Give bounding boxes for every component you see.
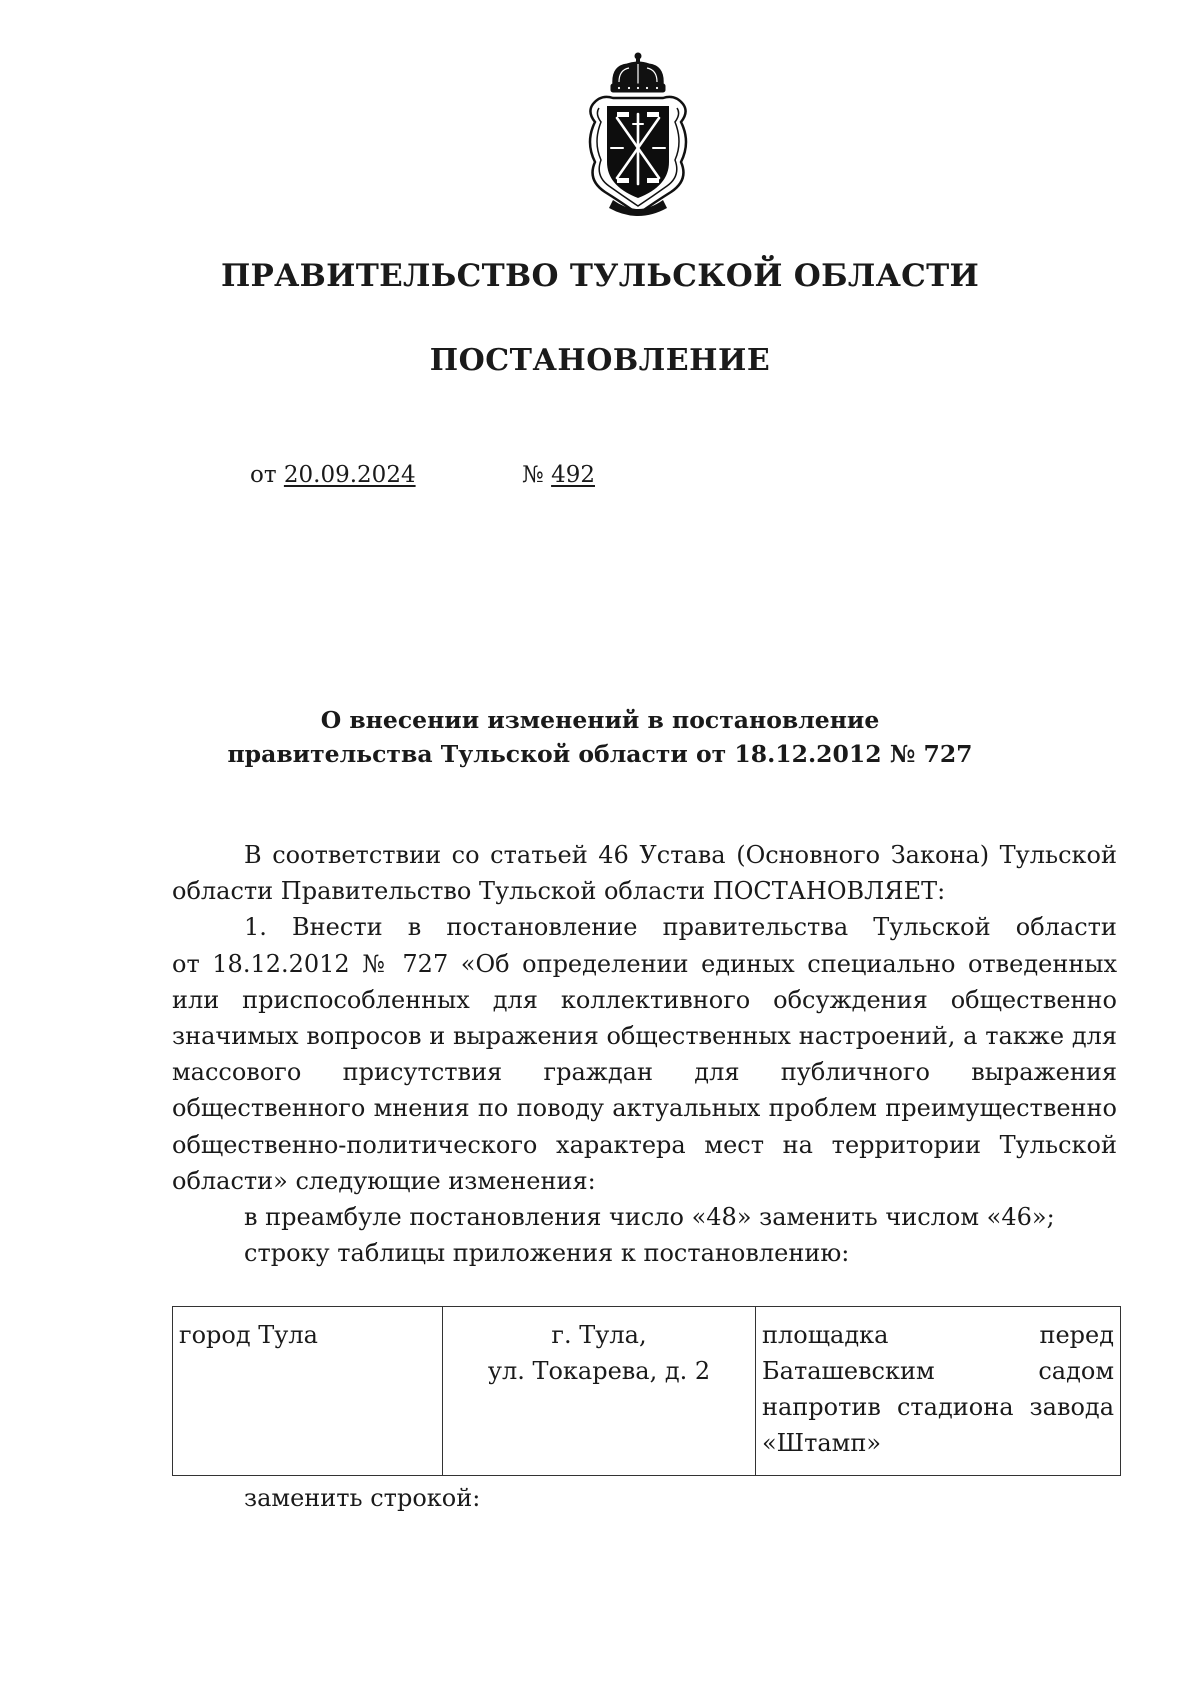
places-table	[172, 1306, 1121, 1476]
document-body	[172, 837, 1117, 1271]
municipality-cell: город Тула	[173, 1307, 443, 1476]
item-1-word: правительства	[662, 913, 849, 942]
date-value: 20.09.2024	[283, 462, 416, 488]
tula-coat-of-arms-icon	[583, 52, 693, 220]
item-1-word: области	[1015, 913, 1117, 942]
item-1-word: постановление	[446, 913, 638, 942]
address-cell	[443, 1307, 756, 1476]
address-line-1: г. Тула,	[551, 1321, 647, 1349]
change-2-paragraph: строку таблицы приложения к постановлению:	[244, 1239, 850, 1268]
preamble-paragraph: В соответствии со статьей 46 Устава (Основного Закона) Тульской области Правительство Тульской области ПОСТАНОВЛЯЕТ:	[172, 841, 1117, 906]
item-1-paragraph: от 18.12.2012 № 727 «Об определении единых специально отведенных или приспособленных для коллективного обсуждения общественно значимых вопросов и выражения общественных настроений, а также для массового присутствия граждан для публичного выражения общественного мнения по поводу актуальных проблем преимущественно общественно-политического характера мест на территории Тульской области» следующие изменения:	[172, 949, 1117, 1195]
change-1-paragraph: в преамбуле постановления число «48» заменить числом «46»;	[244, 1203, 1055, 1232]
address-line-2: ул. Токарева, д. 2	[487, 1357, 711, 1385]
number-prefix: №	[522, 462, 544, 488]
date-prefix: от	[250, 462, 277, 488]
organization-title: ПРАВИТЕЛЬСТВО ТУЛЬСКОЙ ОБЛАСТИ	[220, 258, 980, 294]
item-1-word: Внести	[292, 913, 383, 942]
document-subject	[0, 703, 1200, 771]
replace-label: заменить строкой:	[244, 1484, 481, 1512]
document-type: ПОСТАНОВЛЕНИЕ	[429, 343, 771, 378]
subject-line-2: правительства Тульской области от 18.12.2012 № 727	[227, 740, 973, 768]
item-1-word: Тульской	[873, 913, 991, 942]
subject-line-1: О внесении изменений в постановление	[320, 706, 880, 734]
table-row	[173, 1307, 1121, 1476]
item-1-first-line	[172, 909, 1117, 945]
place-cell: площадка перед Баташевским садом напротив стадиона завода «Штамп»	[756, 1307, 1121, 1476]
item-1-word: 1.	[244, 913, 267, 942]
number-value: 492	[551, 462, 595, 488]
document-date	[250, 462, 416, 488]
document-number	[522, 462, 595, 488]
item-1-word: в	[407, 913, 422, 942]
